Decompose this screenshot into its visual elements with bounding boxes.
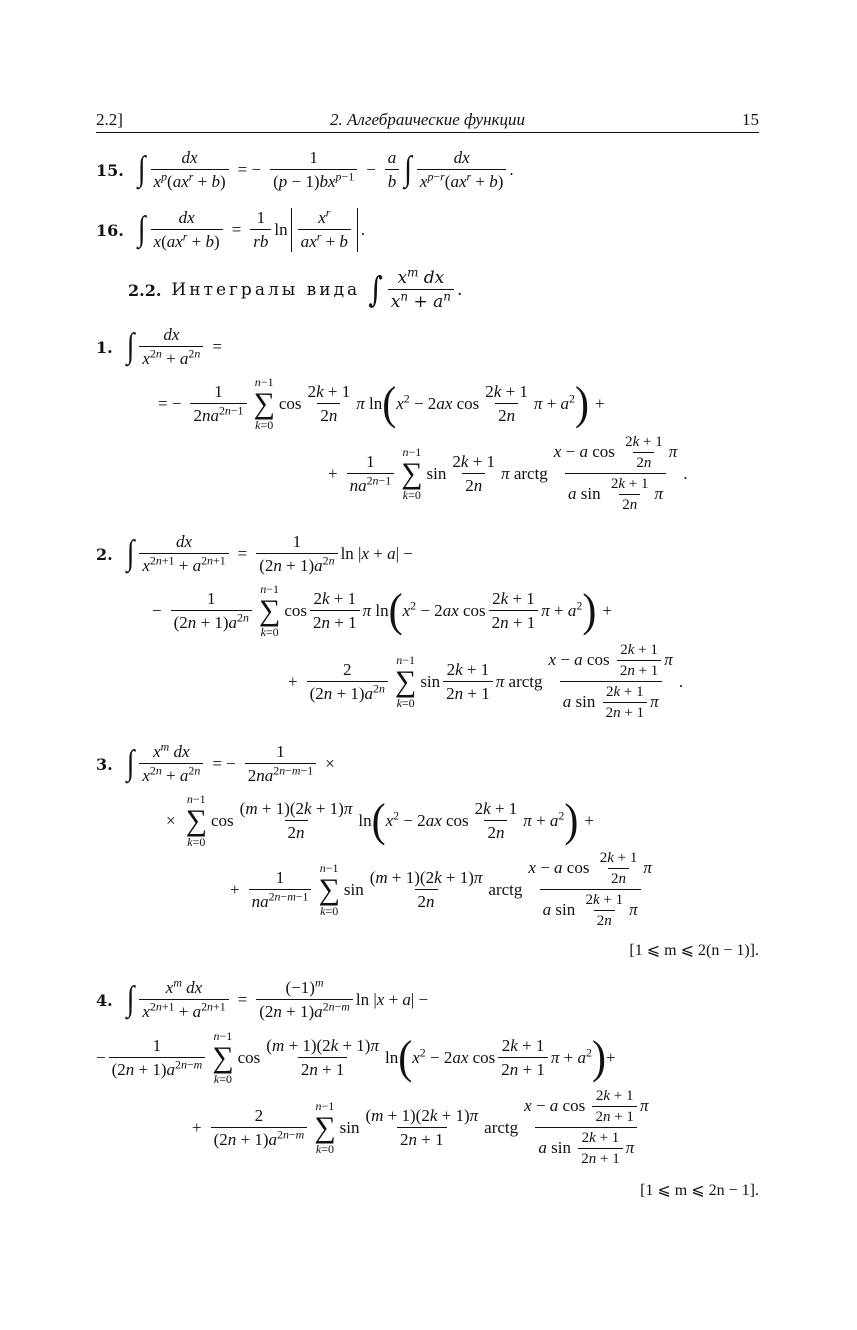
running-header	[96, 108, 759, 133]
formula-2-line-1: 2. ∫ $\frac{dx}{x^{2n+1} + a^{2n+1}}$ = $\frac{1}{(2n + 1)a^{2n}}$ ln |x + a| −	[96, 532, 413, 575]
formula-3-line-3: + $\frac{1}{na^{2n-m-1}}$ n−1 ∑ k=0 sin $\frac{(m + 1)(2k + 1)\pi}{2n}$ arctg x − a cos $\frac{2k + 1}{2n}$ π a sin $\frac{2k + 1}{2n}$ π	[230, 850, 652, 929]
formula-number: 3.	[96, 754, 113, 774]
formula-2-line-2: − $\frac{1}{(2n + 1)a^{2n}}$ n−1 ∑ k=0 cos $\frac{2k + 1}{2n + 1}$ π ln ( $x^2 - 2ax$ cos $\frac{2k + 1}{2n + 1}$ $\pi + a^2$ ) +	[152, 582, 612, 639]
formula-15: 15. ∫ $\frac{dx}{x^p(ax^r + b)}$ = − $\frac{1}{(p - 1)bx^{p-1}}$ − $\frac{a}{b}$ ∫ $\frac{dx}{x^{p-r}(ax^r + b)}$ .	[96, 148, 514, 191]
formula-number: 16.	[96, 220, 124, 240]
formula-16: 16. ∫ $\frac{dx}{x(ax^r + b)}$ = $\frac{1}{rb}$ ln $\frac{x^r}{ax^r + b}$ .	[96, 205, 366, 251]
formula-number: 1.	[96, 337, 113, 357]
section-heading: 2.2. Интегралы вида ∫ $\frac{x^m dx}{x^n + a^n}$ .	[128, 265, 463, 312]
formula-number: 2.	[96, 544, 113, 564]
formula-1-line-2: = − $\frac{1}{2na^{2n-1}}$ n−1 ∑ k=0 cos $\frac{2k + 1}{2n}$ π ln ( $x^2 - 2ax$ cos $\frac{2k + 1}{2n}$ $\pi + a^2$ ) +	[158, 375, 605, 432]
header-page-number: 15	[742, 110, 759, 129]
header-section-ref: 2.2]	[96, 110, 123, 129]
header-chapter-title: 2. Алгебраические функции	[330, 110, 525, 129]
formula-2-line-3: + $\frac{2}{(2n + 1)a^{2n}}$ n−1 ∑ k=0 sin $\frac{2k + 1}{2n + 1}$ π arctg x − a cos $\frac{2k + 1}{2n + 1}$ π a sin $\frac{2k + 1}{2n + 1}$ π .	[288, 642, 684, 721]
formula-3-line-1: 3. ∫ $\frac{x^m dx}{x^{2n} + a^{2n}}$ = − $\frac{1}{2na^{2n-m-1}}$ ×	[96, 739, 335, 785]
section-title: Интегралы вида	[171, 280, 361, 300]
formula-3-line-2: × n−1 ∑ k=0 cos $\frac{(m + 1)(2k + 1)\pi}{2n}$ ln ( $x^2 - 2ax$ cos $\frac{2k + 1}{2n}$ $\pi + a^2$ ) +	[166, 792, 594, 849]
formula-number: 15.	[96, 160, 124, 180]
formula-1-line-3: + $\frac{1}{na^{2n-1}}$ n−1 ∑ k=0 sin $\frac{2k + 1}{2n}$ π arctg x − a cos $\frac{2k + 1}{2n}$ π a sin $\frac{2k + 1}{2n}$ π .	[328, 434, 688, 513]
formula-4-line-2: − $\frac{1}{(2n + 1)a^{2n-m}}$ n−1 ∑ k=0 cos $\frac{(m + 1)(2k + 1)\pi}{2n + 1}$ ln ( $x^2 - 2ax$ cos $\frac{2k + 1}{2n + 1}$ $\pi + a^2$ ) +	[96, 1029, 616, 1086]
condition-4: [1 ⩽ m ⩽ 2n − 1].	[640, 1182, 759, 1199]
formula-4-line-1: 4. ∫ $\frac{x^m dx}{x^{2n+1} + a^{2n+1}}$ = $\frac{(-1)^m}{(2n + 1)a^{2n-m}}$ ln |x + a| −	[96, 975, 429, 1021]
formula-number: 4.	[96, 990, 113, 1010]
condition-3: [1 ⩽ m ⩽ 2(n − 1)].	[629, 942, 759, 959]
formula-1-line-1: 1. ∫ $\frac{dx}{x^{2n} + a^{2n}}$ =	[96, 325, 222, 368]
formula-4-line-3: + $\frac{2}{(2n + 1)a^{2n-m}}$ n−1 ∑ k=0 sin $\frac{(m + 1)(2k + 1)\pi}{2n + 1}$ arctg x − a cos $\frac{2k + 1}{2n + 1}$ π a sin $\frac{2k + 1}{2n + 1}$ π	[192, 1088, 649, 1167]
section-number: 2.2.	[128, 280, 162, 300]
